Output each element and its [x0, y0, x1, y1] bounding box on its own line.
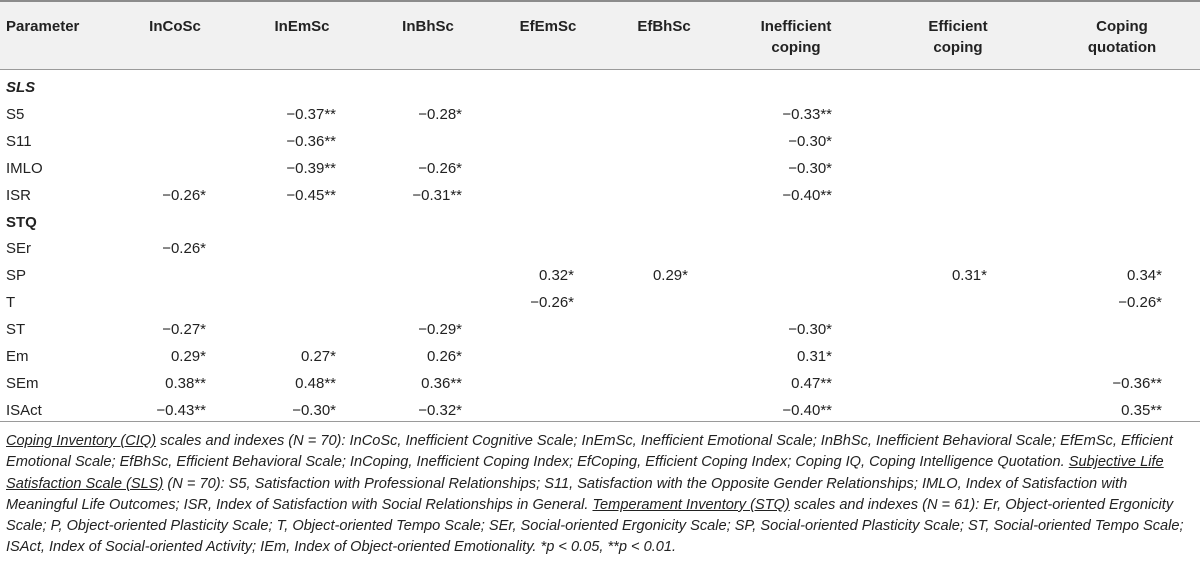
row-label-s5: S5	[6, 105, 25, 123]
table-cell: −0.30*	[292, 401, 336, 419]
table-cell: 0.48**	[295, 374, 336, 392]
table-cell: −0.37**	[286, 105, 336, 123]
table-cell: −0.26*	[162, 186, 206, 204]
row-label-em: Em	[6, 348, 29, 365]
header-line: coping	[933, 39, 983, 56]
table-cell: −0.33**	[782, 105, 832, 123]
row-label-imlo: IMLO	[6, 159, 43, 177]
header-inefficient-coping	[726, 16, 866, 58]
row-label-t: T	[6, 294, 16, 312]
table-cell: −0.29*	[418, 321, 462, 339]
table-cell: −0.40**	[782, 401, 832, 419]
header-line: coping	[771, 39, 821, 56]
table-cell: −0.40**	[782, 186, 832, 204]
header-inemsc: InEmSc	[274, 18, 330, 35]
table-cell: −0.32*	[418, 401, 462, 419]
table-cell: −0.26*	[530, 294, 574, 312]
header-line: Efficient	[928, 18, 988, 35]
table-cell: −0.26*	[162, 240, 206, 258]
table-cell: −0.26*	[1118, 294, 1162, 312]
footnote-ciq-link[interactable]: Coping Inventory (CIQ)	[6, 433, 157, 449]
footnote-sls-link[interactable]: Subjective Life Satisfaction Scale (SLS)	[6, 454, 1164, 492]
row-label-st: ST	[6, 321, 26, 339]
table-cell: 0.27*	[300, 348, 336, 365]
table-footnote	[6, 431, 1196, 559]
table-cell: −0.39**	[286, 159, 336, 177]
table-cell: −0.31**	[412, 186, 462, 204]
header-efbhsc: EfBhSc	[637, 18, 691, 35]
table-cell: 0.29*	[170, 348, 206, 365]
section-title-stq: STQ	[6, 213, 37, 231]
footnote-stq-link[interactable]: Temperament Inventory (STQ)	[592, 496, 790, 513]
footnote-stq-text: scales and indexes (N = 61): Er, Object-oriented Ergonicity Scale; P, Object-oriented Plasticity Scale; T, Object-oriented Tempo Scale; SEr, Social-oriented Ergonicity Scale; SP, Social-oriented Plasticity Scale; ST, Social-oriented Tempo Scale; ISAct, Index of Social-oriented Activity; IEm, Index of Object-oriented Emotionality. *p < 0.05, **p < 0.01.	[6, 496, 1184, 556]
header-incosc: InCoSc	[149, 18, 201, 35]
table-cell: −0.36**	[286, 132, 336, 150]
header-line: quotation	[1087, 39, 1157, 56]
row-label-isact: ISAct	[6, 401, 42, 419]
table-cell: −0.27*	[162, 321, 206, 339]
table-cell: −0.30*	[788, 159, 832, 177]
table-cell: −0.45**	[286, 186, 336, 204]
table-cell: 0.38**	[165, 374, 206, 392]
table-cell: −0.36**	[1112, 374, 1162, 392]
header-line: Coping	[1096, 18, 1148, 35]
table-bottom-rule	[0, 421, 1200, 422]
footnote-ciq-text: scales and indexes (N = 70): InCoSc, Inefficient Cognitive Scale; InEmSc, Inefficient Emotional Scale; InBhSc, Inefficient Behavioral Scale; EfEmSc, Efficient Emotional Scale; EfBhSc, Efficient Behavioral Scale; InCoping, Inefficient Coping Index; EfCoping, Efficient Coping Index; Coping IQ, Coping Intelligence Quotation.	[6, 433, 1173, 471]
table-cell: 0.34*	[1126, 267, 1162, 285]
table-cell: 0.32*	[538, 267, 574, 285]
table-cell: −0.30*	[788, 132, 832, 150]
table-cell: 0.35**	[1121, 401, 1162, 419]
table-cell: 0.29*	[652, 267, 688, 285]
row-label-s11: S11	[6, 132, 32, 150]
table-cell: 0.26*	[426, 348, 462, 365]
header-efemsc: EfEmSc	[519, 18, 577, 35]
table-cell: −0.43**	[156, 401, 206, 419]
table-cell: −0.26*	[418, 159, 462, 177]
section-title-sls: SLS	[6, 79, 36, 96]
header-parameter: Parameter	[6, 18, 80, 35]
table-cell: 0.31*	[951, 267, 987, 285]
row-label-sem: SEm	[6, 374, 39, 392]
header-line: Inefficient	[760, 18, 832, 35]
header-coping-quotation	[1052, 16, 1192, 58]
header-efficient-coping	[888, 16, 1028, 58]
table-cell: −0.30*	[788, 321, 832, 339]
table-cell: 0.36**	[421, 374, 462, 392]
row-label-sp: SP	[6, 267, 27, 285]
header-inbhsc: InBhSc	[402, 18, 454, 35]
table-cell: 0.31*	[796, 348, 832, 365]
row-label-ser: SEr	[6, 240, 32, 258]
table-cell: 0.47**	[791, 374, 832, 392]
table-cell: −0.28*	[418, 105, 462, 123]
row-label-isr: ISR	[6, 186, 32, 204]
footnote-sls-text: (N = 70): S5, Satisfaction with Professional Relationships; S11, Satisfaction with the Opposite Gender Relationships; IMLO, Index of Satisfaction with Meaningful Life Outcomes; ISR, Index of Satisfaction with Social Relationships in General.	[6, 475, 1128, 513]
